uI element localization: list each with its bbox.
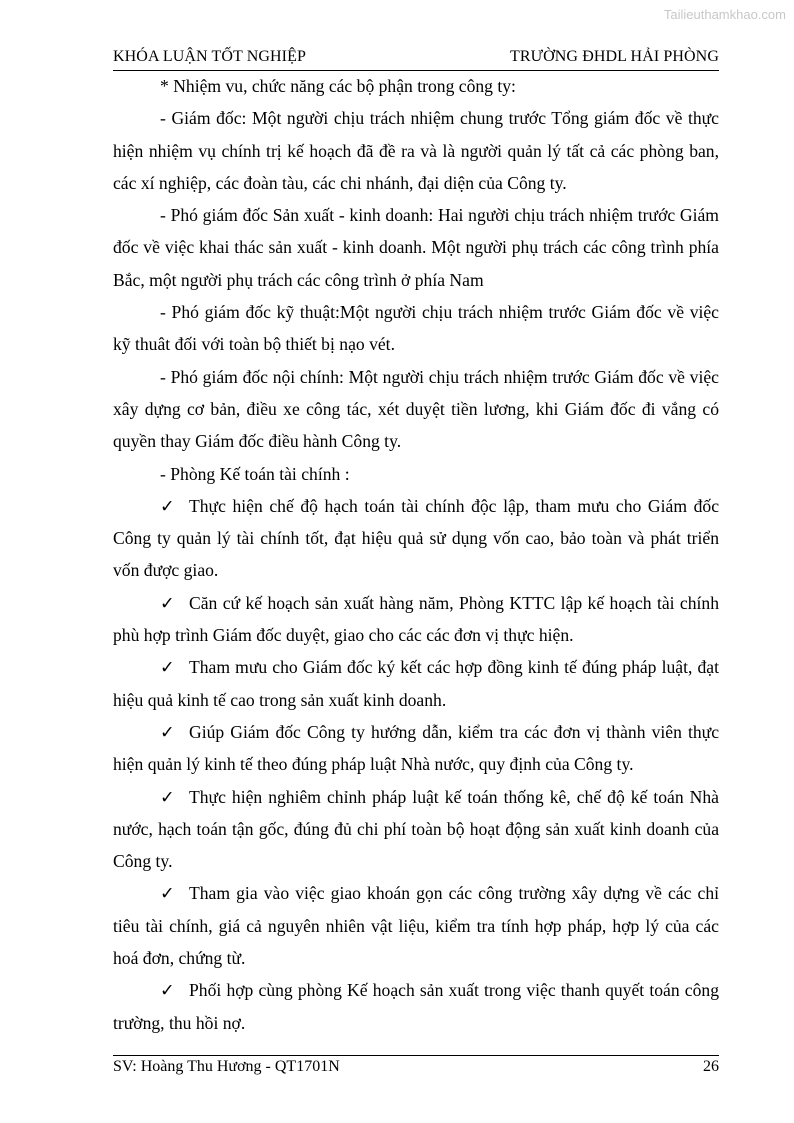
list-item-text: Tham gia vào việc giao khoán gọn các công trường xây dựng về các chỉ tiêu tài chính, giá cả nguyên nhiên vật liệu, kiểm tra tính hợp pháp, hợp lý của các hoá đơn, chứng từ. [113,883,719,969]
list-item-text: Thực hiện chế độ hạch toán tài chính độc lập, tham mưu cho Giám đốc Công ty quản lý tài chính tốt, đạt hiệu quả sử dụng vốn cao, bảo toàn và phát triển vốn được giao. [113,495,719,581]
paragraph-director: - Giám đốc: Một người chịu trách nhiệm chung trước Tổng giám đốc về thực hiện nhiệm vụ chính trị kế hoạch đã đề ra và là người quản lý tất cả các phòng ban, các xí nghiệp, các đoàn tàu, các chi nhánh, đại diện của Công ty. [113,108,719,193]
list-item [113,651,719,716]
document-body [113,70,719,1039]
checkmark-icon: ✓ [160,721,175,742]
page-header [113,48,719,66]
page-number: 26 [703,1058,719,1075]
checkmark-icon: ✓ [160,883,175,904]
list-item [113,490,719,587]
list-item [113,781,719,878]
paragraph-deputy-internal: - Phó giám đốc nội chính: Một người chịu trách nhiệm trước Giám đốc về việc xây dựng cơ bản, điều xe công tác, xét duyệt tiền lương, khi Giám đốc đi vắng có quyền thay Giám đốc điều hành Công ty. [113,366,719,452]
list-item-text: Căn cứ kế hoạch sản xuất hàng năm, Phòng KTTC lập kế hoạch tài chính phù hợp trình Giám đốc duyệt, giao cho các các đơn vị thực hiện. [113,592,719,646]
checkmark-icon: ✓ [160,980,175,1001]
list-item-text: Phối hợp cùng phòng Kế hoạch sản xuất trong việc thanh quyết toán công trường, thu hồi nợ. [113,980,719,1033]
paragraph-deputy-technical: - Phó giám đốc kỹ thuật:Một người chịu trách nhiệm trước Giám đốc về việc kỹ thuât đối với toàn bộ thiết bị nạo vét. [113,302,719,355]
list-item [113,877,719,974]
list-item [113,716,719,781]
paragraph-deputy-production: - Phó giám đốc Sản xuất - kinh doanh: Hai người chịu trách nhiệm trước Giám đốc về việc khai thác sản xuất - kinh doanh. Một người phụ trách các công trình phía Bắc, một người phụ trách các công trình ở phía Nam [113,205,719,290]
paragraph-accounting-dept: - Phòng Kế toán tài chính : [160,463,350,484]
checkmark-icon: ✓ [160,592,175,613]
footer-student: SV: Hoàng Thu Hương - QT1701N [113,1058,340,1075]
checkmark-icon: ✓ [160,657,175,678]
list-item [113,587,719,652]
header-left: KHÓA LUẬN TỐT NGHIỆP [113,48,306,65]
header-right: TRƯỜNG ĐHDL HẢI PHÒNG [509,48,719,65]
list-item-text: Giúp Giám đốc Công ty hướng dẫn, kiểm tra các đơn vị thành viên thực hiện quản lý kinh tế theo đúng pháp luật Nhà nước, quy định của Công ty. [113,721,719,775]
section-title: * Nhiệm vu, chức năng các bộ phận trong công ty: [160,76,516,96]
list-item-text: Thực hiện nghiêm chỉnh pháp luật kế toán thống kê, chế độ kế toán Nhà nước, hạch toán tận gốc, đúng đủ chi phí toàn bộ hoạt động sản xuất kinh doanh của Công ty. [113,786,719,872]
list-item [113,974,719,1039]
list-item-text: Tham mưu cho Giám đốc ký kết các hợp đồng kinh tế đúng pháp luật, đạt hiệu quả kinh tế cao trong sản xuất kinh doanh. [113,657,719,710]
watermark-text: Tailieuthamkhao.com [663,7,786,22]
footer-divider [113,1055,719,1056]
page-footer [113,1058,719,1076]
checkmark-icon: ✓ [160,495,175,516]
checkmark-icon: ✓ [160,786,175,807]
